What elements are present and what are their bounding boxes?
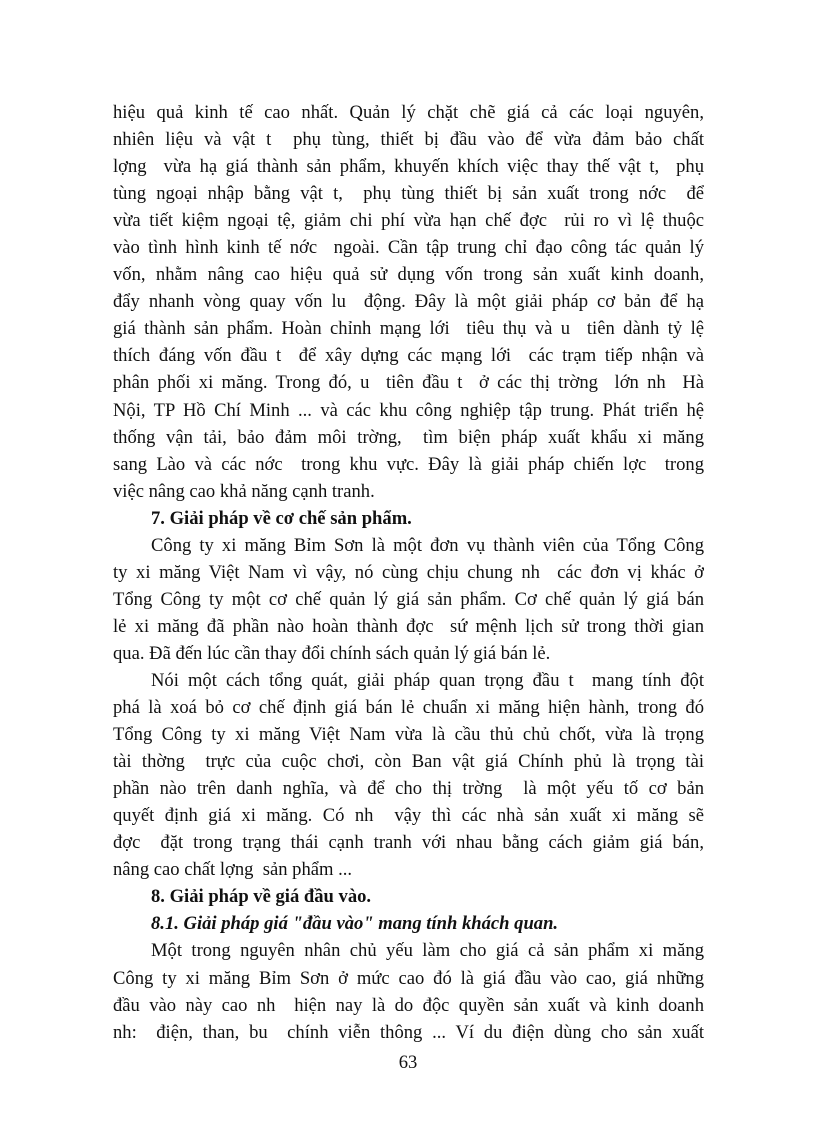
text-line: sang Lào và các nớc trong khu vực. Đây là giải pháp chiến lợc trong [113,453,704,475]
text-line: đẩy nhanh vòng quay vốn lu động. Đây là một giải pháp cơ bản để hạ [113,291,704,313]
text-line: thống vận tải, bảo đảm môi trờng, tìm biện pháp xuất khẩu xi măng [113,426,704,448]
text-line: nhiên liệu và vật t phụ tùng, thiết bị đầu vào để vừa đảm bảo chất [113,129,704,151]
text-line: đầu vào này cao nh hiện nay là do độc quyền sản xuất và kinh doanh [113,994,704,1016]
paragraph-first-line: Một trong nguyên nhân chủ yếu làm cho giá cả sản phẩm xi măng [151,940,704,962]
page-number: 63 [398,1052,418,1073]
document-body [113,99,704,1046]
text-line: thích đáng vốn đầu t để xây dựng các mạng lới các trạm tiếp nhận và [113,345,704,367]
text-line: Tổng Công ty một cơ chế quản lý giá sản phẩm. Cơ chế quản lý giá bán [113,588,704,610]
text-line: tùng ngoại nhập bằng vật t, phụ tùng thiết bị sản xuất trong nớc để [113,183,704,205]
text-line: vốn, nhằm nâng cao hiệu quả sử dụng vốn trong sản xuất kinh doanh, [113,264,704,286]
section-heading: 7. Giải pháp về cơ chế sản phẩm. [151,507,412,529]
section-heading: 8. Giải pháp về giá đầu vào. [151,886,372,908]
text-line: Tổng Công ty xi măng Việt Nam vừa là cầu thủ chủ chốt, vừa là trọng [113,724,704,746]
text-line: lợng vừa hạ giá thành sản phẩm, khuyến khích việc thay thế vật t, phụ [113,156,704,178]
text-line: Công ty xi măng Bỉm Sơn ở mức cao đó là giá đầu vào cao, giá những [113,967,704,989]
text-line: qua. Đã đến lúc cần thay đổi chính sách quản lý giá bán lẻ. [113,642,551,664]
text-line: hiệu quả kinh tế cao nhất. Quản lý chặt chẽ giá cả các loại nguyên, [113,102,704,123]
text-line: việc nâng cao khả năng cạnh tranh. [113,480,375,502]
text-line: vào tình hình kinh tế nớc ngoài. Cần tập trung chỉ đạo công tác quản lý [113,237,704,259]
text-line: Nội, TP Hồ Chí Minh ... và các khu công nghiệp tập trung. Phát triển hệ [113,399,704,421]
text-line: vừa tiết kiệm ngoại tệ, giảm chi phí vừa hạn chế đợc rủi ro vì lệ thuộc [113,210,704,232]
text-line: lẻ xi măng đã phần nào hoàn thành đợc sứ mệnh lịch sử trong thời gian [113,615,704,637]
text-line: phần nào trên danh nghĩa, và để cho thị trờng là một yếu tố cơ bản [113,778,704,800]
text-line: ty xi măng Việt Nam vì vậy, nó cùng chịu chung nh các đơn vị khác ở [113,561,704,583]
text-line: phân phối xi măng. Trong đó, u tiên đầu t ở các thị trờng lớn nh Hà [113,372,704,394]
paragraph-first-line: Nói một cách tổng quát, giải pháp quan trọng đầu t mang tính đột [151,669,704,691]
text-line: phá là xoá bỏ cơ chế định giá bán lẻ chuẩn xi măng hiện hành, trong đó [113,697,704,719]
subsection-heading: 8.1. Giải pháp giá "đầu vào" mang tính khách quan. [151,913,559,935]
paragraph-first-line: Công ty xi măng Bỉm Sơn là một đơn vụ thành viên của Tổng Công [151,534,704,556]
text-line: quyết định giá xi măng. Có nh vậy thì các nhà sản xuất xi măng sẽ [113,805,704,827]
text-line: đợc đặt trong trạng thái cạnh tranh với nhau bằng cách giảm giá bán, [113,832,704,854]
text-line: nâng cao chất lợng sản phẩm ... [113,859,353,881]
text-line: nh: điện, than, bu chính viễn thông ... Ví du điện dùng cho sản xuất [113,1021,704,1043]
text-line: giá thành sản phẩm. Hoàn chỉnh mạng lới tiêu thụ và u tiên dành tỷ lệ [113,318,704,340]
text-line: tài thờng trực của cuộc chơi, còn Ban vật giá Chính phủ là trọng tài [113,751,704,773]
